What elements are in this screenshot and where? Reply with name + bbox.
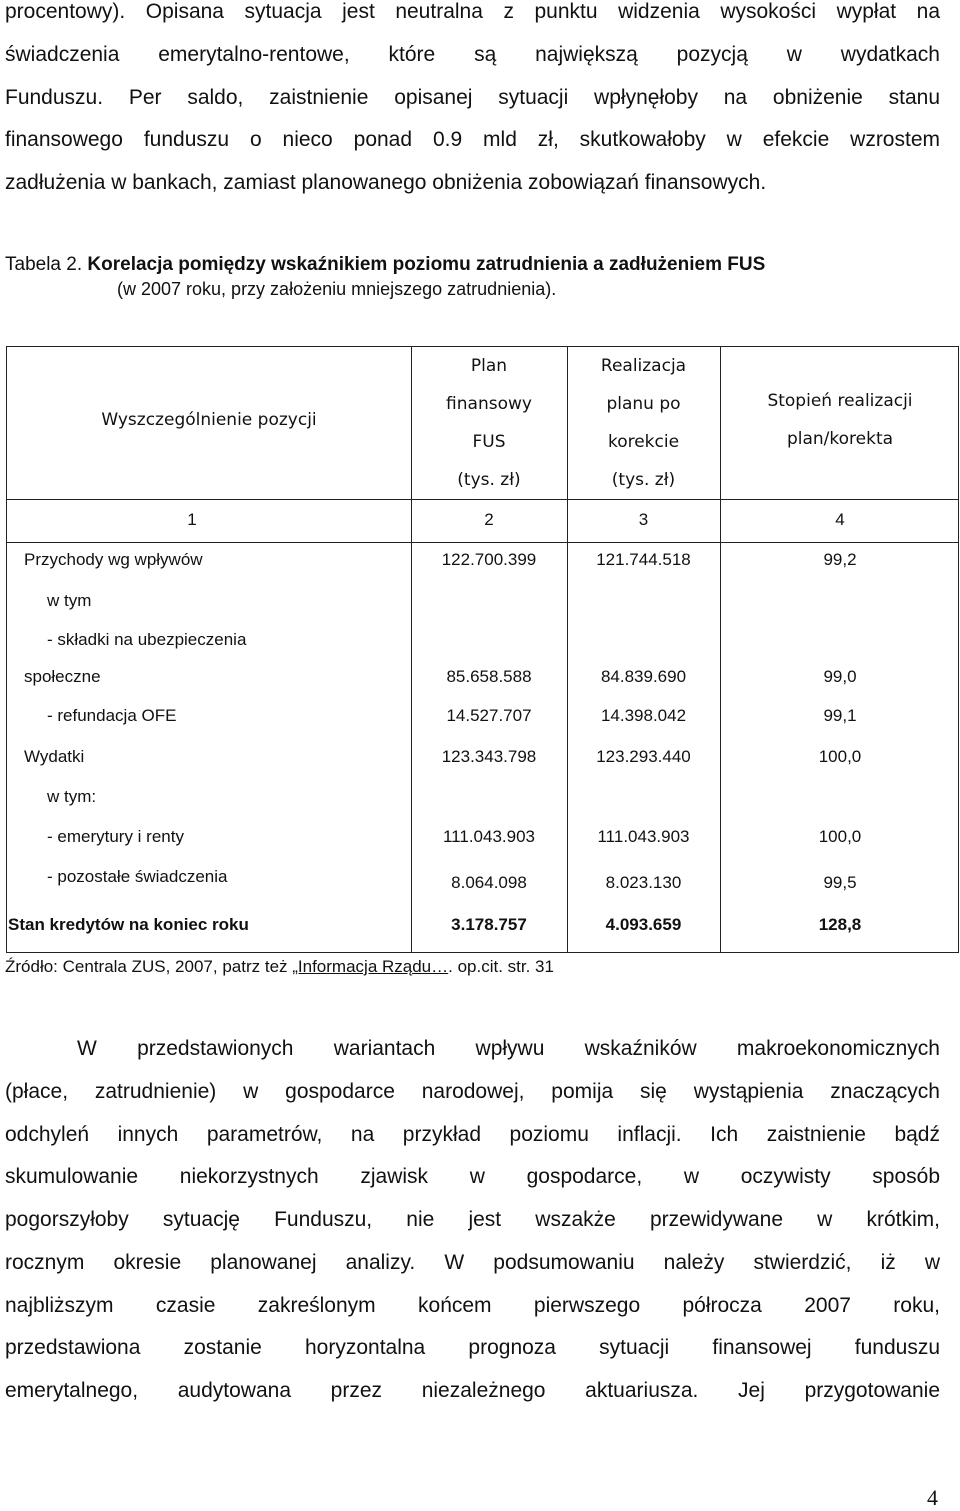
source-note: [5, 957, 554, 977]
row-kredyty-plan: 3.178.757: [451, 915, 527, 934]
row-ofe-pct: 99,1: [823, 706, 857, 725]
caption-label: Tabela 2.: [5, 254, 83, 275]
header-col3: Realizacja planu po korekcie (tys. zł): [600, 356, 687, 490]
body-line-6: rocznym okresie planowanej analizy. W podsumowaniu należy stwierdzić, iż w: [5, 1251, 940, 1274]
row-emerytury-real: 111.043.903: [597, 827, 690, 846]
row-skladki-label: społeczne: [24, 667, 101, 686]
row-kredyty-label: Stan kredytów na koniec roku: [8, 915, 249, 934]
row-emerytury-label: - emerytury i renty: [47, 827, 184, 846]
data-table: [6, 346, 959, 953]
row-wydatki-pct: 100,0: [818, 747, 862, 766]
row-skladki-pct: 99,0: [823, 667, 857, 686]
row-przychody-pct: 99,2: [823, 550, 857, 569]
body-line-7: najbliższym czasie zakreślonym końcem pierwszego półrocza 2007 roku,: [5, 1294, 940, 1317]
row-pozostale-plan: 8.064.098: [451, 873, 527, 892]
row-w-tym-2: w tym:: [47, 787, 97, 806]
row-wydatki-label: Wydatki: [24, 747, 85, 766]
caption-title: Korelacja pomiędzy wskaźnikiem poziomu zatrudnienia a zadłużeniem FUS: [87, 254, 766, 275]
source-prefix: Źródło: Centrala ZUS, 2007, patrz też: [5, 957, 293, 976]
row-ofe-real: 14.398.042: [600, 706, 687, 725]
row-kredyty-pct: 128,8: [818, 915, 862, 934]
intro-line-2: świadczenia emerytalno-rentowe, które są największą pozycją w wydatkach: [5, 43, 940, 66]
body-line-4: skumulowanie niekorzystnych zjawisk w gospodarce, w oczywisty sposób: [5, 1165, 940, 1188]
row-wydatki-real: 123.293.440: [596, 747, 691, 766]
table-caption: [5, 253, 765, 301]
body-line-9: emerytalnego, audytowana przez niezależnego aktuariusza. Jej przygotowanie: [5, 1379, 940, 1402]
intro-line-1: procentowy). Opisana sytuacja jest neutralna z punktu widzenia wysokości wypłat na: [5, 0, 940, 23]
row-przychody-real: 121.744.518: [596, 550, 691, 569]
col-number-2: 2: [484, 510, 494, 529]
header-col1: Wyszczególnienie pozycji: [101, 410, 317, 430]
source-suffix: . op.cit. str. 31: [448, 957, 554, 976]
row-skladki-label-1: - składki na ubezpieczenia: [47, 630, 247, 649]
row-pozostale-pct: 99,5: [823, 873, 857, 892]
header-col4: Stopień realizacji plan/korekta: [767, 391, 913, 449]
body-line-1: W przedstawionych wariantach wpływu wskaźników makroekonomicznych: [77, 1037, 940, 1060]
row-kredyty-real: 4.093.659: [605, 915, 682, 934]
body-line-3: odchyleń innych parametrów, na przykład poziomu inflacji. Ich zaistnienie bądź: [5, 1123, 940, 1146]
row-wydatki-plan: 123.343.798: [441, 747, 537, 766]
caption-subtitle: (w 2007 roku, przy założeniu mniejszego zatrudnienia).: [117, 279, 557, 299]
row-skladki-plan: 85.658.588: [446, 667, 532, 686]
body-line-2: (płace, zatrudnienie) w gospodarce narodowej, pomija się wystąpienia znaczących: [5, 1080, 940, 1103]
row-skladki-real: 84.839.690: [600, 667, 687, 686]
row-pozostale-label: - pozostałe świadczenia: [47, 867, 228, 886]
body-line-5: pogorszyłoby sytuację Funduszu, nie jest wszakże przewidywane w krótkim,: [5, 1208, 940, 1231]
body-line-8: przedstawiona zostanie horyzontalna prognoza sytuacji finansowej funduszu: [5, 1336, 940, 1359]
source-link[interactable]: „Informacja Rządu…: [292, 957, 449, 976]
intro-line-4: finansowego funduszu o nieco ponad 0.9 mld zł, skutkowałoby w efekcie wzrostem: [5, 128, 940, 151]
row-ofe-plan: 14.527.707: [446, 706, 532, 725]
row-w-tym-1: w tym: [47, 591, 92, 610]
row-pozostale-real: 8.023.130: [605, 873, 682, 892]
intro-line-5: zadłużenia w bankach, zamiast planowanego obniżenia zobowiązań finansowych.: [5, 171, 767, 194]
row-ofe-label: - refundacja OFE: [47, 706, 177, 725]
header-col2: Plan finansowy FUS (tys. zł): [446, 356, 532, 490]
intro-line-3: Funduszu. Per saldo, zaistnienie opisanej sytuacji wpłynęłoby na obniżenie stanu: [5, 86, 940, 109]
row-emerytury-pct: 100,0: [818, 827, 862, 846]
row-przychody-plan: 122.700.399: [441, 550, 537, 569]
col-number-4: 4: [835, 510, 845, 529]
col-number-3: 3: [638, 510, 649, 529]
row-przychody-label: Przychody wg wpływów: [24, 550, 203, 569]
page-number: 4: [927, 1485, 938, 1510]
col-number-1: 1: [187, 510, 197, 529]
row-emerytury-plan: 111.043.903: [442, 827, 535, 846]
